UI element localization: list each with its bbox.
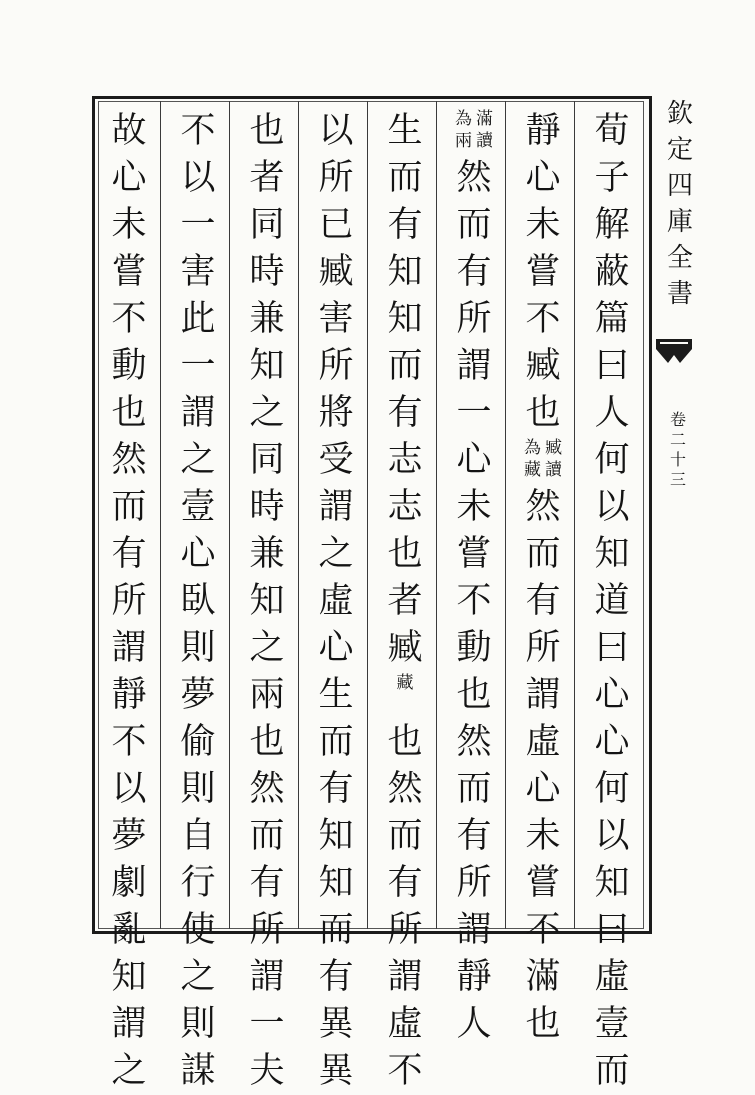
main-text-char: 不 xyxy=(525,299,561,339)
main-text-char: 而 xyxy=(111,487,147,527)
main-text-char: 然 xyxy=(249,769,285,809)
main-text-char: 知 xyxy=(594,863,630,903)
column-rule xyxy=(229,101,230,929)
main-text-char: 一 xyxy=(180,346,216,386)
main-text-char: 心 xyxy=(111,158,147,198)
main-text-char: 劇 xyxy=(111,863,147,903)
main-text-char: 已 xyxy=(318,205,354,245)
commentary-subcolumn xyxy=(476,108,493,155)
main-text-char: 異 xyxy=(318,1004,354,1044)
text-column xyxy=(104,108,154,1095)
main-text-char: 時 xyxy=(249,252,285,292)
column-rule xyxy=(574,101,575,929)
main-text-char: 道 xyxy=(594,581,630,621)
main-text-char: 動 xyxy=(111,346,147,386)
commentary-char: 藏 xyxy=(396,673,414,693)
main-text-char: 行 xyxy=(180,863,216,903)
text-column xyxy=(311,108,361,1095)
main-text-char: 不 xyxy=(180,111,216,151)
main-text-char: 心 xyxy=(180,534,216,574)
main-text-char: 而 xyxy=(318,722,354,762)
text-column xyxy=(380,108,430,1095)
column-rule xyxy=(436,101,437,929)
main-text-char: 兩 xyxy=(249,675,285,715)
main-text-char: 靜 xyxy=(525,111,561,151)
volume-char: 二 xyxy=(669,430,686,449)
main-text-char: 臧 xyxy=(387,628,423,668)
title-char: 欽 xyxy=(666,99,693,129)
main-text-char: 亂 xyxy=(111,910,147,950)
main-text-char: 則 xyxy=(180,769,216,809)
main-text-char: 未 xyxy=(456,487,492,527)
main-text-char: 謂 xyxy=(456,910,492,950)
main-text-char: 然 xyxy=(525,487,561,527)
main-text-char: 異 xyxy=(318,1051,354,1091)
main-text-char: 也 xyxy=(111,393,147,433)
volume-char: 卷 xyxy=(669,410,686,429)
column-rule xyxy=(298,101,299,929)
commentary-subcolumn xyxy=(455,108,472,155)
main-text-char: 害 xyxy=(180,252,216,292)
volume-char: 十 xyxy=(669,450,686,469)
main-text-char: 而 xyxy=(456,769,492,809)
main-text-char: 心 xyxy=(594,722,630,762)
main-text-char: 不 xyxy=(111,722,147,762)
main-text-char: 未 xyxy=(525,816,561,856)
main-text-char: 有 xyxy=(318,769,354,809)
main-text-char: 所 xyxy=(249,910,285,950)
main-text-char: 所 xyxy=(456,299,492,339)
main-text-char: 一 xyxy=(180,205,216,245)
main-text-char: 心 xyxy=(456,440,492,480)
main-text-char: 然 xyxy=(111,440,147,480)
main-text-char: 之 xyxy=(111,1051,147,1091)
main-text-char: 心 xyxy=(594,675,630,715)
book-title-margin xyxy=(664,96,696,312)
title-char: 庫 xyxy=(666,207,693,237)
title-char: 全 xyxy=(666,243,693,273)
main-text-char: 謀 xyxy=(180,1051,216,1091)
main-text-char: 有 xyxy=(249,863,285,903)
commentary-char: 為 xyxy=(524,438,541,458)
main-text-char: 謂 xyxy=(318,487,354,527)
main-text-char: 何 xyxy=(594,440,630,480)
main-text-char: 荀 xyxy=(594,111,630,151)
text-column xyxy=(242,108,292,1095)
main-text-char: 子 xyxy=(594,158,630,198)
main-text-char: 以 xyxy=(594,816,630,856)
main-text-char: 蔽 xyxy=(594,252,630,292)
main-text-char: 也 xyxy=(249,722,285,762)
commentary-char: 讀 xyxy=(476,131,493,151)
main-text-char: 謂 xyxy=(387,957,423,997)
main-text-char: 有 xyxy=(387,393,423,433)
main-text-char: 曰 xyxy=(594,346,630,386)
main-text-char: 有 xyxy=(111,534,147,574)
main-text-char: 也 xyxy=(387,534,423,574)
main-text-char: 兼 xyxy=(249,299,285,339)
main-text-char: 同 xyxy=(249,205,285,245)
main-text-char: 一 xyxy=(249,1004,285,1044)
main-text-char: 臧 xyxy=(525,346,561,386)
main-text-char: 臧 xyxy=(318,252,354,292)
main-text-char: 而 xyxy=(594,1051,630,1091)
commentary-char: 兩 xyxy=(455,131,472,151)
main-text-char: 偷 xyxy=(180,722,216,762)
main-text-char: 人 xyxy=(456,1004,492,1044)
main-text-char: 則 xyxy=(180,628,216,668)
main-text-char: 謂 xyxy=(111,628,147,668)
main-text-char: 之 xyxy=(180,440,216,480)
main-text-char: 夫 xyxy=(249,1051,285,1091)
main-text-char: 謂 xyxy=(456,346,492,386)
main-text-char: 所 xyxy=(111,581,147,621)
main-text-char: 不 xyxy=(111,299,147,339)
main-text-char: 夢 xyxy=(111,816,147,856)
main-text-char: 然 xyxy=(456,158,492,198)
main-text-char: 之 xyxy=(249,628,285,668)
commentary-note xyxy=(519,437,567,484)
main-text-char: 知 xyxy=(594,534,630,574)
main-text-char: 者 xyxy=(387,581,423,621)
main-text-char: 知 xyxy=(387,299,423,339)
main-text-char: 有 xyxy=(387,205,423,245)
main-text-char: 也 xyxy=(525,393,561,433)
main-text-char: 虛 xyxy=(318,581,354,621)
main-text-char: 嘗 xyxy=(525,252,561,292)
main-text-char: 嘗 xyxy=(525,863,561,903)
main-text-char: 壹 xyxy=(180,487,216,527)
main-text-char: 而 xyxy=(387,346,423,386)
main-text-char: 同 xyxy=(249,440,285,480)
main-text-char: 知 xyxy=(249,346,285,386)
main-text-char: 一 xyxy=(456,393,492,433)
main-text-char: 者 xyxy=(249,158,285,198)
main-text-char: 心 xyxy=(525,769,561,809)
main-text-char: 知 xyxy=(387,252,423,292)
main-text-char: 靜 xyxy=(111,675,147,715)
commentary-char: 藏 xyxy=(524,460,541,480)
main-text-char: 嘗 xyxy=(456,534,492,574)
title-char: 定 xyxy=(666,135,693,165)
main-text-char: 有 xyxy=(387,863,423,903)
main-text-char: 以 xyxy=(318,111,354,151)
main-text-char: 所 xyxy=(318,346,354,386)
text-column xyxy=(587,108,637,1095)
main-text-char: 知 xyxy=(318,863,354,903)
main-text-char: 曰 xyxy=(594,628,630,668)
main-text-char: 知 xyxy=(249,581,285,621)
main-text-char: 也 xyxy=(525,1004,561,1044)
main-text-char: 知 xyxy=(318,816,354,856)
main-text-char: 不 xyxy=(456,581,492,621)
main-text-char: 知 xyxy=(111,957,147,997)
main-text-char: 則 xyxy=(180,1004,216,1044)
main-text-char: 害 xyxy=(318,299,354,339)
column-rule xyxy=(505,101,506,929)
main-text-char: 將 xyxy=(318,393,354,433)
text-column xyxy=(449,108,499,1048)
main-text-char: 也 xyxy=(456,675,492,715)
main-text-char: 謂 xyxy=(525,675,561,715)
main-text-char: 然 xyxy=(387,769,423,809)
commentary-char: 為 xyxy=(455,109,472,129)
main-text-char: 解 xyxy=(594,205,630,245)
main-text-char: 謂 xyxy=(180,393,216,433)
main-text-char: 虛 xyxy=(387,1004,423,1044)
main-text-char: 壹 xyxy=(594,1004,630,1044)
main-text-char: 嘗 xyxy=(111,252,147,292)
main-text-char: 時 xyxy=(249,487,285,527)
main-text-char: 謂 xyxy=(249,957,285,997)
main-text-char: 使 xyxy=(180,910,216,950)
main-text-char: 有 xyxy=(456,816,492,856)
main-text-char: 虛 xyxy=(525,722,561,762)
main-text-char: 受 xyxy=(318,440,354,480)
main-text-char: 此 xyxy=(180,299,216,339)
main-text-char: 夢 xyxy=(180,675,216,715)
main-text-char: 所 xyxy=(525,628,561,668)
main-text-char: 靜 xyxy=(456,957,492,997)
main-text-char: 之 xyxy=(318,534,354,574)
text-column xyxy=(518,108,568,1048)
main-text-char: 心 xyxy=(318,628,354,668)
commentary-subcolumn xyxy=(397,672,414,719)
commentary-note xyxy=(450,108,498,155)
main-text-char: 自 xyxy=(180,816,216,856)
main-text-char: 未 xyxy=(525,205,561,245)
main-text-char: 所 xyxy=(387,910,423,950)
main-text-char: 志 xyxy=(387,440,423,480)
title-char: 書 xyxy=(666,279,693,309)
main-text-char: 之 xyxy=(249,393,285,433)
commentary-subcolumn xyxy=(545,437,562,484)
main-text-char: 未 xyxy=(111,205,147,245)
commentary-char: 臧 xyxy=(545,438,562,458)
commentary-char: 滿 xyxy=(476,109,493,129)
main-text-char: 人 xyxy=(594,393,630,433)
main-text-char: 滿 xyxy=(525,957,561,997)
main-text-char: 篇 xyxy=(594,299,630,339)
column-rule xyxy=(367,101,368,929)
volume-char: 三 xyxy=(669,470,686,489)
main-text-char: 也 xyxy=(387,722,423,762)
main-text-char: 心 xyxy=(525,158,561,198)
volume-number-margin xyxy=(664,410,692,490)
fish-tail-mark-icon xyxy=(654,333,694,373)
main-text-char: 有 xyxy=(456,252,492,292)
main-text-char: 何 xyxy=(594,769,630,809)
main-text-char: 有 xyxy=(525,581,561,621)
main-text-char: 而 xyxy=(318,910,354,950)
main-text-char: 動 xyxy=(456,628,492,668)
main-text-char: 而 xyxy=(387,158,423,198)
main-text-char: 臥 xyxy=(180,581,216,621)
main-text-char: 兼 xyxy=(249,534,285,574)
column-rule xyxy=(160,101,161,929)
text-column xyxy=(173,108,223,1095)
main-text-char: 志 xyxy=(387,487,423,527)
main-text-char: 然 xyxy=(456,722,492,762)
main-text-char: 故 xyxy=(111,111,147,151)
commentary-subcolumn xyxy=(524,437,541,484)
main-text-char: 以 xyxy=(180,158,216,198)
main-text-char: 虛 xyxy=(594,957,630,997)
main-text-char: 以 xyxy=(111,769,147,809)
main-text-char: 生 xyxy=(387,111,423,151)
main-text-char: 曰 xyxy=(594,910,630,950)
main-text-char: 所 xyxy=(318,158,354,198)
main-text-char: 而 xyxy=(525,534,561,574)
commentary-char: 讀 xyxy=(545,460,562,480)
main-text-char: 以 xyxy=(594,487,630,527)
main-text-char: 所 xyxy=(456,863,492,903)
main-text-char: 不 xyxy=(387,1051,423,1091)
main-text-char: 而 xyxy=(387,816,423,856)
main-text-char: 也 xyxy=(249,111,285,151)
main-text-char: 生 xyxy=(318,675,354,715)
main-text-char: 而 xyxy=(249,816,285,856)
commentary-note xyxy=(381,672,429,719)
main-text-char: 有 xyxy=(318,957,354,997)
main-text-char: 而 xyxy=(456,205,492,245)
main-text-char: 不 xyxy=(525,910,561,950)
title-char: 四 xyxy=(666,171,693,201)
main-text-char: 謂 xyxy=(111,1004,147,1044)
main-text-char: 之 xyxy=(180,957,216,997)
